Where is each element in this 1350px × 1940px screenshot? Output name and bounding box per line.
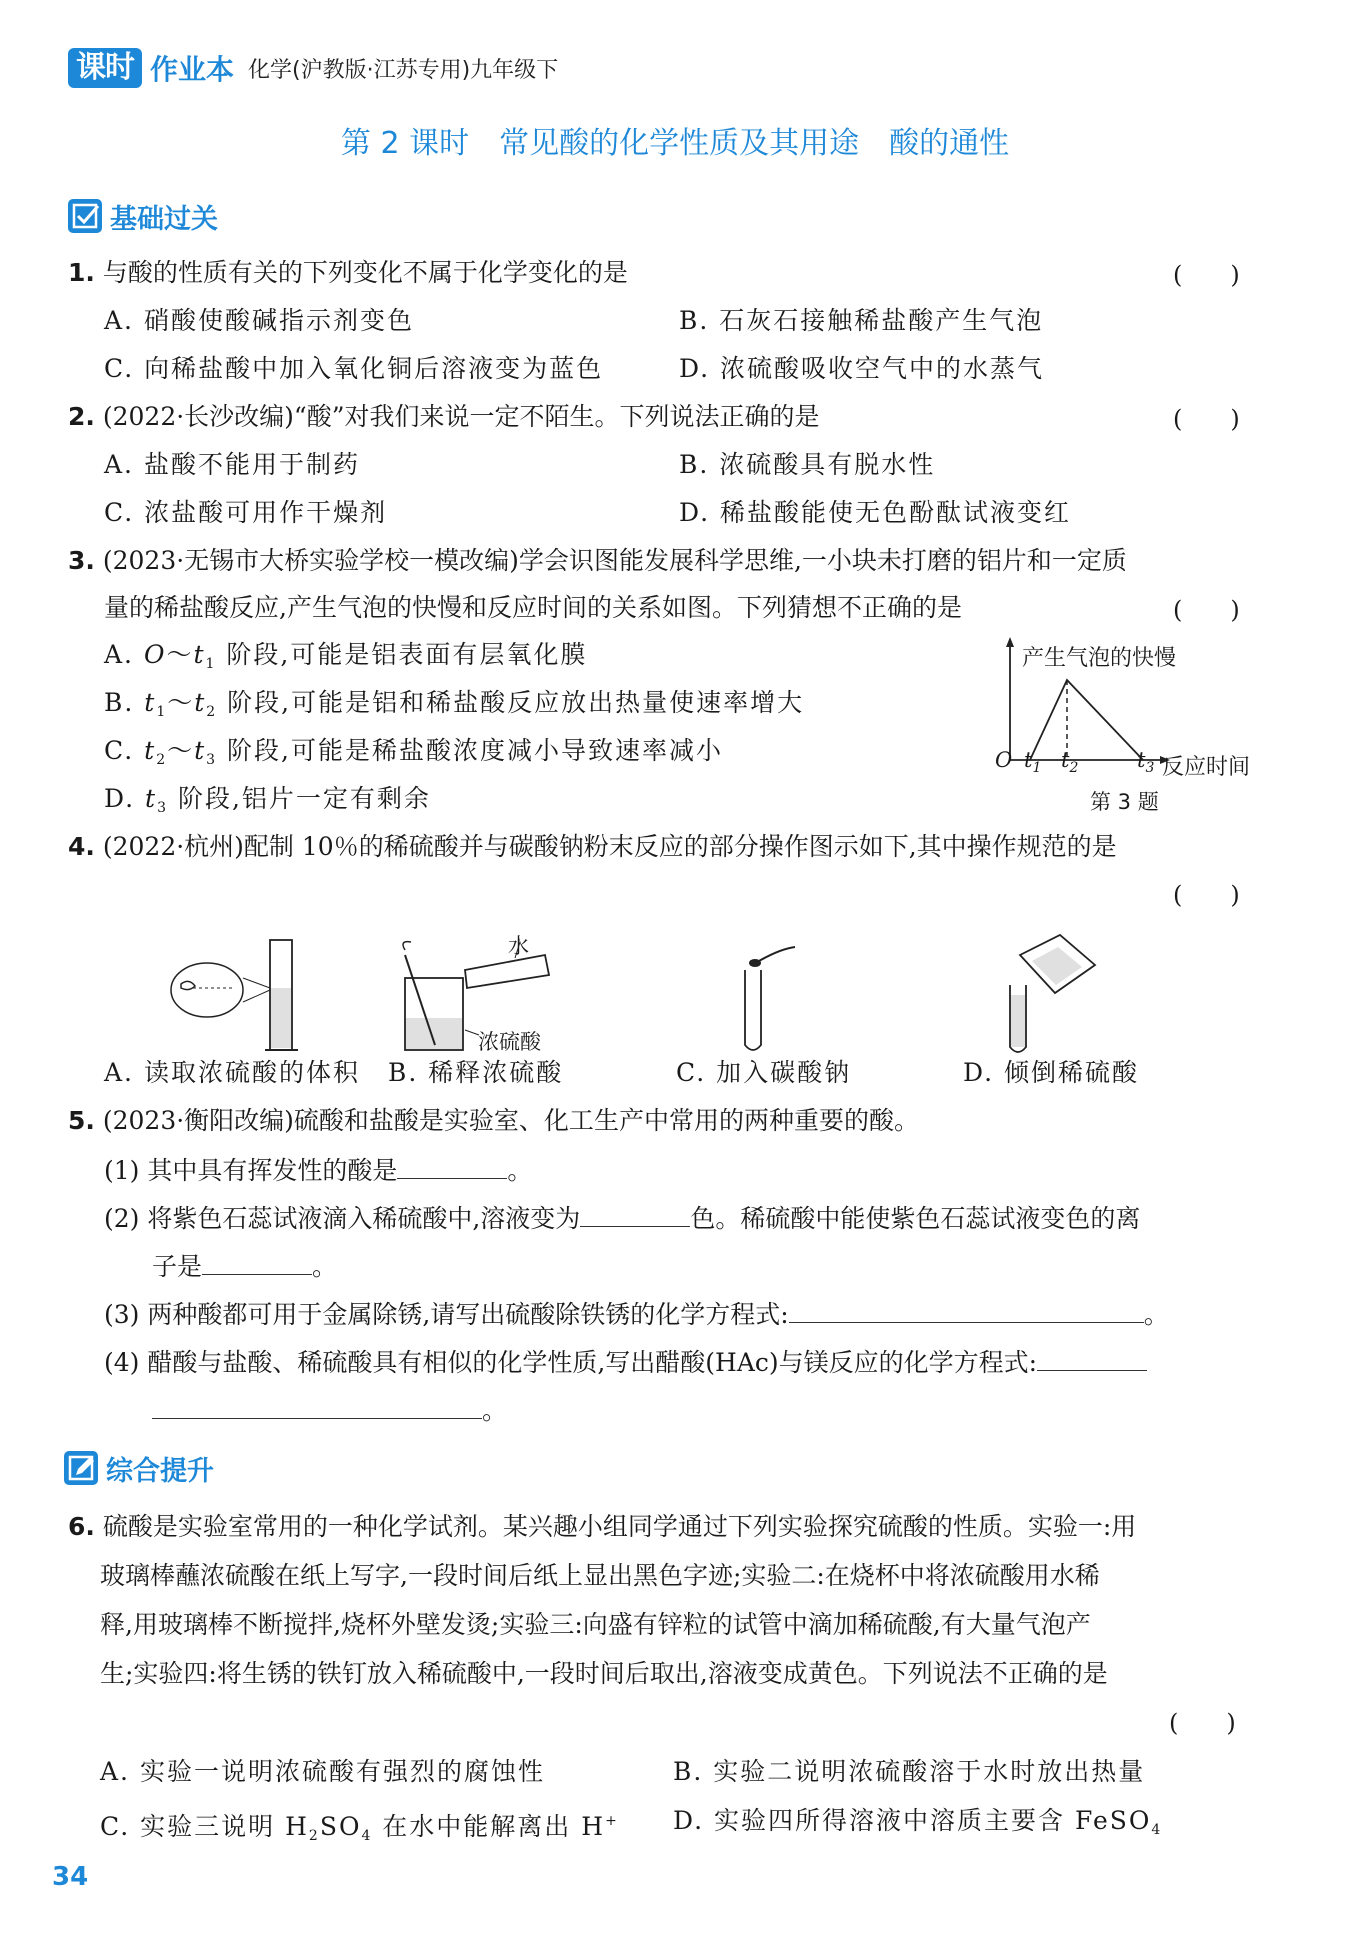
q5-part2 xyxy=(104,1202,1140,1234)
q3-a-o: O xyxy=(143,640,167,669)
q1-answer-paren: ( ) xyxy=(1173,261,1240,289)
q6-d-sub: 4 xyxy=(1151,1822,1163,1838)
q1-option-a: A. 硝酸使酸碱指示剂变色 xyxy=(104,306,414,335)
q5-stem xyxy=(68,1106,919,1136)
q3-option-b xyxy=(104,688,804,727)
q3-graph-t1-t: t xyxy=(1024,748,1033,772)
q6-option-b: B. 实验二说明浓硫酸溶于水时放出热量 xyxy=(673,1757,1146,1786)
section-basic xyxy=(68,196,218,236)
q3-a-sub: 1 xyxy=(205,656,217,672)
q1-text: 与酸的性质有关的下列变化不属于化学变化的是 xyxy=(102,258,628,287)
q1-stem xyxy=(68,258,628,288)
q4-answer-paren: ( ) xyxy=(1173,881,1240,909)
q3-graph-caption: 第 3 题 xyxy=(1090,790,1159,814)
q3-option-c xyxy=(104,736,723,775)
q5-p3-end: 。 xyxy=(1143,1300,1169,1329)
checkbox-icon xyxy=(68,199,102,233)
q2-stem xyxy=(68,402,820,432)
q3-b-s1: 1 xyxy=(156,704,168,720)
q6-line2: 玻璃棒蘸浓硫酸在纸上写字,一段时间后纸上显出黑色字迹;实验二:在烧杯中将浓硫酸用水稀 xyxy=(100,1561,1100,1590)
q2-option-a: A. 盐酸不能用于制药 xyxy=(104,450,360,479)
q4-option-c: C. 加入碳酸钠 xyxy=(676,1058,852,1087)
q5-part3 xyxy=(104,1298,1169,1330)
q3-graph-t2-sub: 2 xyxy=(1069,760,1079,776)
q3-graph-t2-t: t xyxy=(1061,748,1070,772)
q3-a-text: 阶段,可能是铝表面有层氧化膜 xyxy=(216,640,588,669)
q3-graph-t3 xyxy=(1137,748,1154,776)
q6-c-text1: C. 实验三说明 H xyxy=(100,1812,309,1841)
q6-option-d xyxy=(673,1806,1162,1845)
q5-p2-blank-ion[interactable] xyxy=(202,1250,312,1275)
q5-p2-text: (2) 将紫色石蕊试液滴入稀硫酸中,溶液变为 xyxy=(104,1204,581,1233)
q3-b-tilde: ～ xyxy=(167,688,195,717)
q3-option-d xyxy=(104,784,431,823)
q3-text-1: (2023·无锡市大桥实验学校一模改编)学会识图能发展科学思维,一小块未打磨的铝片和一定质 xyxy=(102,546,1127,575)
q3-answer-paren: ( ) xyxy=(1173,596,1240,624)
q4-acid-label: 浓硫酸 xyxy=(478,1030,541,1054)
q5-p1-text: (1) 其中具有挥发性的酸是 xyxy=(104,1156,398,1185)
q3-number: 3. xyxy=(68,546,95,575)
q1-option-c: C. 向稀盐酸中加入氧化铜后溶液变为蓝色 xyxy=(104,354,604,383)
q3-stem-line1 xyxy=(68,546,1127,576)
q6-answer-paren: ( ) xyxy=(1169,1709,1236,1737)
q2-number: 2. xyxy=(68,402,95,431)
q6-c-sub1: 2 xyxy=(308,1828,320,1844)
q5-p3-text: (3) 两种酸都可用于金属除锈,请写出硫酸除铁锈的化学方程式: xyxy=(104,1300,789,1329)
q3-a-t: t xyxy=(193,640,206,669)
subject-label: 化学(沪教版·江苏专用)九年级下 xyxy=(248,57,559,83)
q3-d-t: t xyxy=(145,784,158,813)
q6-c-text2: SO xyxy=(319,1812,362,1841)
q3-c-s1: 2 xyxy=(156,752,168,768)
q4-water-label: 水 xyxy=(508,934,529,958)
q3-c-text: 阶段,可能是稀盐酸浓度减小导致速率减小 xyxy=(217,736,723,765)
q3-stem-line2: 量的稀盐酸反应,产生气泡的快慢和反应时间的关系如图。下列猜想不正确的是 xyxy=(104,593,962,622)
q4-stem xyxy=(68,832,1117,862)
q3-graph-xlabel: 反应时间 xyxy=(1162,755,1251,780)
q5-part4-cont xyxy=(152,1394,507,1426)
q6-option-c xyxy=(100,1806,619,1851)
q3-option-a xyxy=(104,640,587,679)
q6-option-a: A. 实验一说明浓硫酸有强烈的腐蚀性 xyxy=(100,1757,545,1786)
q6-c-sub2: 4 xyxy=(361,1828,373,1844)
section-advanced-label: 综合提升 xyxy=(106,1455,214,1487)
q4-figure-d xyxy=(1000,925,1110,1055)
q6-c-sup: + xyxy=(605,1813,619,1829)
q5-p2-text2: 色。稀硫酸中能使紫色石蕊试液变色的离 xyxy=(690,1204,1141,1233)
q3-graph-t3-t: t xyxy=(1137,748,1146,772)
q3-graph-t1-sub: 1 xyxy=(1032,760,1042,776)
q3-b-s2: 2 xyxy=(206,704,218,720)
q5-part2-cont xyxy=(152,1250,337,1282)
q2-option-b: B. 浓硫酸具有脱水性 xyxy=(679,450,936,479)
q2-answer-paren: ( ) xyxy=(1173,405,1240,433)
q5-p2-text3: 子是 xyxy=(152,1252,203,1281)
q3-graph-t3-sub: 3 xyxy=(1145,760,1155,776)
q5-p1-end: 。 xyxy=(507,1156,533,1185)
q3-a-letter: A. xyxy=(104,640,144,669)
q5-p2-end: 。 xyxy=(312,1252,338,1281)
q3-d-letter: D. xyxy=(104,784,146,813)
q5-number: 5. xyxy=(68,1106,95,1135)
q4-option-d: D. 倾倒稀硫酸 xyxy=(963,1058,1140,1087)
q2-text: (2022·长沙改编)“酸”对我们来说一定不陌生。下列说法正确的是 xyxy=(102,402,820,431)
q3-c-tilde: ～ xyxy=(167,736,195,765)
q1-number: 1. xyxy=(68,258,95,287)
q5-p4-blank-a[interactable] xyxy=(1037,1346,1147,1371)
q3-graph-t1 xyxy=(1024,748,1041,776)
q2-option-c: C. 浓盐酸可用作干燥剂 xyxy=(104,498,388,527)
pencil-icon xyxy=(64,1451,98,1485)
page-number: 34 xyxy=(52,1862,89,1892)
q4-figure-c xyxy=(735,945,815,1055)
q5-text: (2023·衡阳改编)硫酸和盐酸是实验室、化工生产中常用的两种重要的酸。 xyxy=(102,1106,919,1135)
q5-p3-blank[interactable] xyxy=(789,1298,1144,1323)
q4-text: (2022·杭州)配制 10％的稀硫酸并与碳酸钠粉末反应的部分操作图示如下,其中操作规范的是 xyxy=(102,832,1117,861)
q3-c-t2: t xyxy=(194,736,207,765)
section-advanced xyxy=(64,1448,214,1488)
logo-work: 作业本 xyxy=(150,53,235,86)
q1-option-b: B. 石灰石接触稀盐酸产生气泡 xyxy=(679,306,1044,335)
q3-graph-origin: O xyxy=(995,748,1013,772)
q6-text-1: 硫酸是实验室常用的一种化学试剂。某兴趣小组同学通过下列实验探究硫酸的性质。实验一:用 xyxy=(102,1512,1137,1541)
q3-b-text: 阶段,可能是铝和稀盐酸反应放出热量使速率增大 xyxy=(217,688,805,717)
q3-a-tilde: ～ xyxy=(166,640,194,669)
q5-part1 xyxy=(104,1154,532,1186)
q5-p2-blank-color[interactable] xyxy=(580,1202,690,1227)
q6-line1 xyxy=(68,1512,1136,1542)
q3-b-t1: t xyxy=(144,688,157,717)
q3-c-letter: C. xyxy=(104,736,145,765)
q3-c-t1: t xyxy=(144,736,157,765)
q4-option-b: B. 稀释浓硫酸 xyxy=(388,1058,564,1087)
section-basic-label: 基础过关 xyxy=(110,203,218,235)
q3-b-t2: t xyxy=(194,688,207,717)
q4-number: 4. xyxy=(68,832,95,861)
q2-option-d: D. 稀盐酸能使无色酚酞试液变红 xyxy=(679,498,1072,527)
q5-p4-blank-b[interactable] xyxy=(152,1394,482,1419)
q4-option-a: A. 读取浓硫酸的体积 xyxy=(104,1058,360,1087)
q3-d-text: 阶段,铝片一定有剩余 xyxy=(168,784,431,813)
lesson-title: 第 2 课时 常见酸的化学性质及其用途 酸的通性 xyxy=(340,126,1010,161)
q5-p4-text: (4) 醋酸与盐酸、稀硫酸具有相似的化学性质,写出醋酸(HAc)与镁反应的化学方程式: xyxy=(104,1348,1038,1377)
q1-option-d: D. 浓硫酸吸收空气中的水蒸气 xyxy=(679,354,1045,383)
q5-p4-end: 。 xyxy=(482,1396,508,1425)
q6-line4: 生;实验四:将生锈的铁钉放入稀硫酸中,一段时间后取出,溶液变成黄色。下列说法不正确的是 xyxy=(100,1659,1108,1688)
logo-badge: 课时 xyxy=(68,48,142,88)
q6-number: 6. xyxy=(68,1512,95,1541)
q5-p1-blank[interactable] xyxy=(397,1154,507,1179)
q3-graph-ylabel: 产生气泡的快慢 xyxy=(1022,646,1177,671)
q6-line3: 释,用玻璃棒不断搅拌,烧杯外壁发烫;实验三:向盛有锌粒的试管中滴加稀硫酸,有大量气泡产 xyxy=(100,1610,1091,1639)
q3-b-letter: B. xyxy=(104,688,145,717)
q6-c-text3: 在水中能解离出 H xyxy=(372,1812,606,1841)
header-logo xyxy=(68,48,558,88)
q6-d-text: D. 实验四所得溶液中溶质主要含 FeSO xyxy=(673,1806,1152,1835)
q3-graph-t2 xyxy=(1061,748,1078,776)
q4-figure-a xyxy=(165,928,310,1053)
q3-c-s2: 3 xyxy=(206,752,218,768)
q5-part4 xyxy=(104,1346,1147,1378)
q3-d-s: 3 xyxy=(157,800,169,816)
